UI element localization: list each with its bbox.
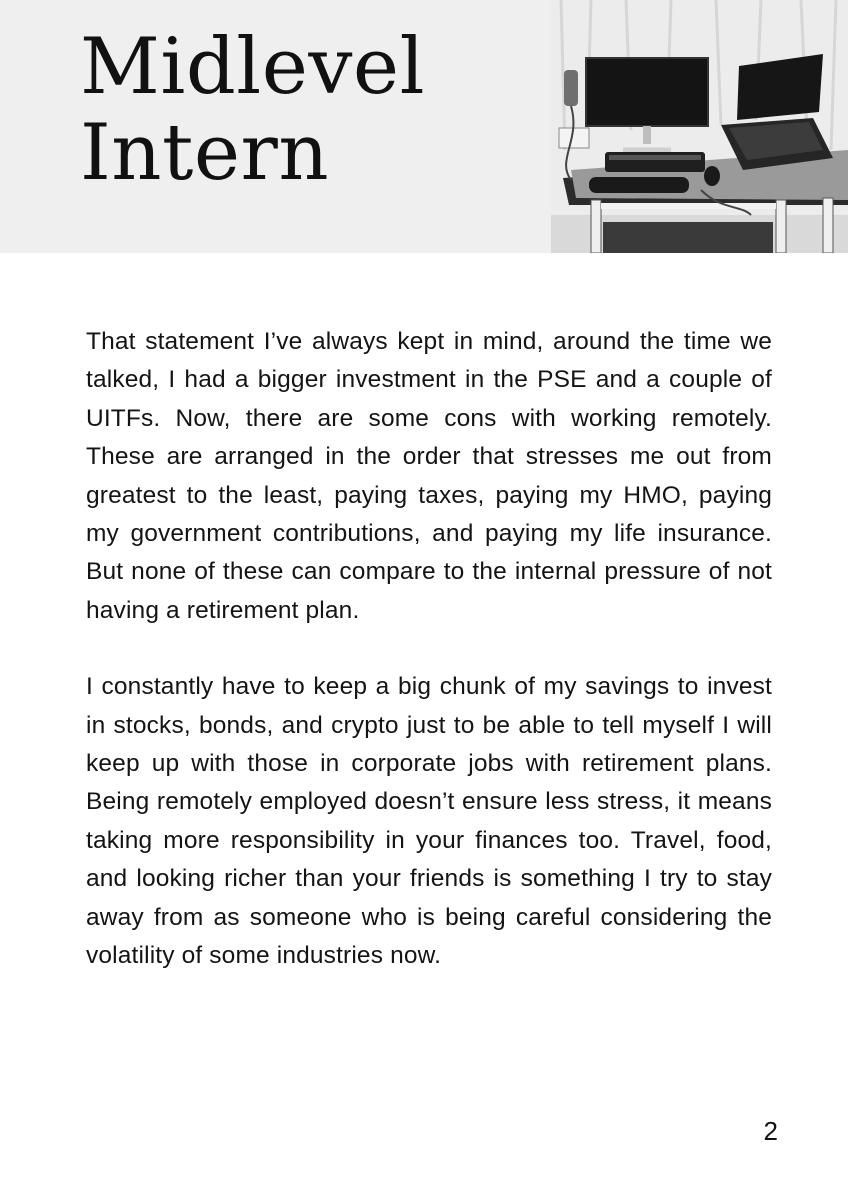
paragraph-2: I constantly have to keep a big chunk of my savings to invest in stocks, bonds, and crypto just to be able to tell myself I will keep up with those in corporate jobs with retirement plans. Being remotely employed doesn’t ensure less stress, it means taking more responsibility in your finances too. Travel, food, and looking richer than your friends is something I try to stay away from as someone who is being careful considering the volatility of some industries now. — [86, 673, 772, 970]
page-title — [80, 24, 425, 196]
desk-setup-photo — [551, 0, 848, 253]
page-number: 2 — [763, 1116, 778, 1146]
title-line-1: Midlevel — [80, 22, 426, 112]
header-panel — [0, 0, 551, 253]
article-body — [86, 323, 772, 1014]
title-line-2: Intern — [80, 108, 330, 198]
paragraph-1: That statement I’ve always kept in mind, around the time we talked, I had a bigger investment in the PSE and a couple of UITFs. Now, there are some cons with working remotely. These are arranged in the order that stresses me out from greatest to the least, paying taxes, paying my HMO, paying my government contributions, and paying my life insurance. But none of these can compare to the internal pressure of not having a retirement plan. — [86, 328, 772, 624]
